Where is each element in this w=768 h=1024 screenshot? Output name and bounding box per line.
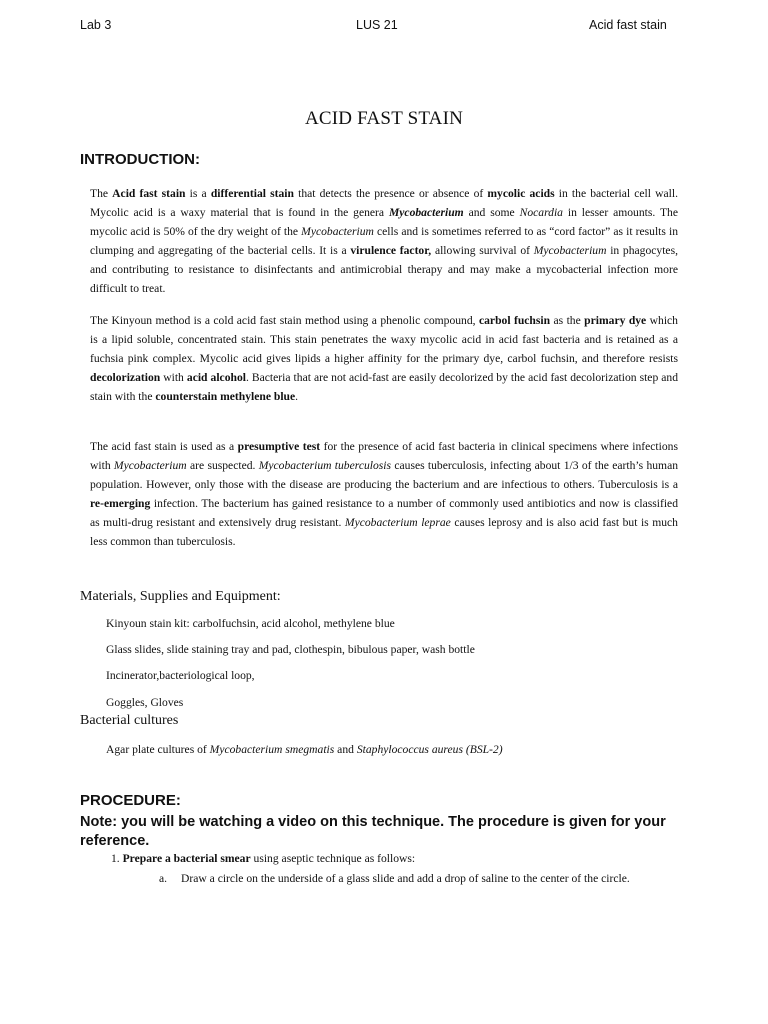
italic-term: Nocardia [519, 206, 563, 219]
bold-term: Mycobacterium [388, 206, 464, 219]
procedure-note: Note: you will be watching a video on this technique. The procedure is given for your reference. [80, 814, 666, 849]
text-run: for the presence of acid fast bacteria in clinical specimens where infections with [90, 440, 678, 472]
bold-term: counterstain methylene blue [155, 390, 296, 403]
text-run: . Bacteria that are not acid-fast are easily decolorized by the acid fast decolorization step and stain with the [90, 371, 679, 403]
step-letter: a. [159, 872, 168, 885]
text-run: The acid fast stain is used as a [90, 440, 238, 453]
text-run: The Kinyoun method is a cold acid fast stain method using a phenolic compound, [90, 314, 479, 327]
text-run: causes leprosy and is also acid fast but is much less common than tuberculosis. [90, 516, 678, 548]
bold-term: re-emerging [90, 497, 151, 510]
procedure-heading: PROCEDURE: [80, 792, 181, 809]
bold-term: differential stain [210, 187, 294, 200]
text-run: with [160, 371, 187, 384]
bold-term: primary dye [584, 314, 647, 327]
text-run: and [334, 743, 357, 756]
materials-item: Incinerator,bacteriological loop, [106, 669, 255, 682]
intro-paragraph-1 [90, 184, 678, 298]
text-run: as the [550, 314, 585, 327]
materials-heading: Materials, Supplies and Equipment: [80, 589, 281, 604]
italic-term: Mycobacterium [533, 244, 607, 257]
header-lab: Lab 3 [80, 18, 112, 32]
italic-term: Mycobacterium [301, 225, 374, 238]
page-title: ACID FAST STAIN [304, 108, 464, 129]
materials-item: Goggles, Gloves [106, 696, 184, 709]
text-run: are suspected. [186, 459, 259, 472]
bold-term: virulence factor, [350, 244, 432, 257]
step-text: Draw a circle on the underside of a glass slide and add a drop of saline to the center of the circle. [181, 872, 630, 885]
cultures-line [106, 743, 503, 756]
italic-term: Staphylococcus aureus (BSL-2) [356, 743, 503, 756]
text-run: in the bacterial cell wall. Mycolic acid is a waxy material that is found in the genera [90, 187, 678, 219]
bold-term: decolorization [90, 371, 161, 384]
intro-paragraph-2 [90, 311, 678, 406]
text-run: 1. [111, 852, 123, 865]
text-run: The [90, 187, 113, 200]
text-run: is a [185, 187, 211, 200]
materials-item: Kinyoun stain kit: carbolfuchsin, acid alcohol, methylene blue [106, 617, 395, 630]
text-run: . [295, 390, 299, 403]
text-run: and some [463, 206, 520, 219]
italic-term: Mycobacterium [113, 459, 187, 472]
text-run: infection. The bacterium has gained resistance to a number of commonly used antibiotics and now is classified as multi-drug resistant and extensively drug resistant. [90, 497, 678, 529]
text-run: cells and is sometimes referred to as “cord factor” as it results in clumping and aggregating of the bacterial cells. It is a [90, 225, 679, 257]
introduction-heading: INTRODUCTION: [80, 151, 200, 168]
materials-item: Glass slides, slide staining tray and pad, clothespin, bibulous paper, wash bottle [106, 643, 475, 656]
procedure-step-1a [159, 868, 669, 889]
italic-term: Mycobacterium smegmatis [209, 743, 335, 756]
cultures-heading: Bacterial cultures [80, 713, 179, 728]
text-run: that detects the presence or absence of [293, 187, 488, 200]
bold-term: Prepare a bacterial smear [122, 852, 251, 865]
bold-term: carbol fuchsin [478, 314, 551, 327]
text-run: causes tuberculosis, infecting about 1/3 of the earth’s human population. However, only those with the disease are producing the bacterium and are infectious to others. Tuberculosis is a [90, 459, 679, 491]
intro-paragraph-3 [90, 437, 678, 551]
header-course: LUS 21 [356, 18, 398, 32]
bold-term: acid alcohol [186, 371, 246, 384]
text-run: in lesser amounts. The mycolic acid is 50% of the dry weight of the [90, 206, 678, 238]
text-run: using aseptic technique as follows: [250, 852, 416, 865]
text-run: allowing survival of [431, 244, 534, 257]
text-run: Agar plate cultures of [106, 743, 210, 756]
procedure-step-1 [111, 852, 415, 865]
text-run: in phagocytes, and contributing to resistance to disinfectants and antimicrobial therapy and may make a mycobacterial infection more difficult to treat. [90, 244, 678, 295]
italic-term: Mycobacterium tuberculosis [258, 459, 392, 472]
bold-term: Acid fast stain [112, 187, 186, 200]
text-run: which is a lipid soluble, concentrated stain. This stain penetrates the waxy mycolic acid in acid fast bacteria and is retained as a fuchsia pink complex. Mycolic acid gives lipids a higher affinity for the primary dye, carbol fuchsin, and therefore resists [90, 314, 678, 365]
header-topic: Acid fast stain [589, 18, 667, 32]
bold-term: mycolic acids [487, 187, 555, 200]
bold-term: presumptive test [237, 440, 321, 453]
italic-term: Mycobacterium leprae [344, 516, 451, 529]
